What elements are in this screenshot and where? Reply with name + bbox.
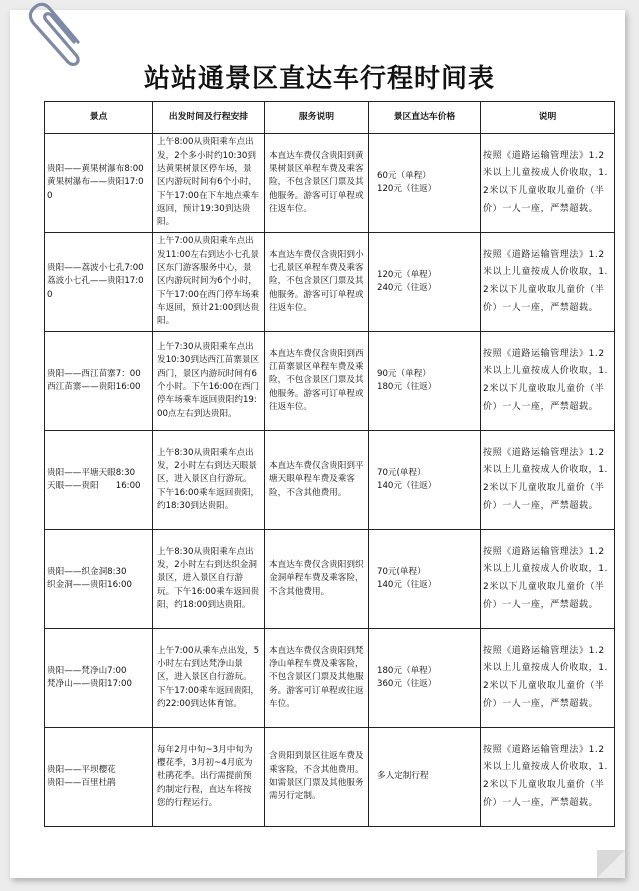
spot-return: 荔波小七孔——贵阳17:00 — [47, 276, 144, 300]
header-service: 服务说明 — [265, 102, 369, 134]
price-single: 60元（单程） — [377, 170, 431, 181]
table-row — [45, 233, 615, 332]
service-cell: 本直达车费仅含贵阳到织金洞单程车费及乘客险，不含其他费用。 — [269, 560, 364, 597]
spot-outbound: 贵阳——西江苗寨7：00 — [47, 368, 141, 379]
price-return: 120元（往返） — [377, 184, 437, 194]
header-note: 说明 — [481, 102, 615, 134]
price-single: 70元(单程） — [377, 467, 426, 478]
spot-outbound: 贵阳——织金洞8:30 — [47, 566, 127, 577]
price-cell — [369, 366, 480, 397]
spot-cell — [45, 260, 152, 304]
spot-cell — [45, 762, 152, 793]
spot-outbound: 贵阳——梵净山7:00 — [47, 665, 127, 676]
service-cell: 含贵阳到景区往返车费及乘客险，不含其他费用。如需景区门票及其他服务需另行定制。 — [269, 751, 364, 802]
price-single: 90元（单程） — [377, 368, 431, 379]
spot-return: 黄果树瀑布——贵阳17:00 — [47, 177, 144, 201]
header-price: 景区直达车价格 — [369, 102, 481, 134]
spot-cell — [45, 564, 152, 595]
schedule-cell: 上午8:00从贵阳乘车点出发，2个多小时约10:30到达黄果树景区停车场，景区内游玩时间有6个小时，下午17:00在下车地点乘车返回，预计19:30到达贵阳。 — [157, 137, 260, 228]
schedule-cell: 每年2月中旬~3月中旬为樱花季，3月初~4月底为杜鹃花季。出行需提前预约制定行程，直达车将按您的行程运行。 — [157, 744, 253, 808]
price-cell — [369, 267, 480, 298]
table-row — [45, 134, 615, 233]
schedule-cell: 上午7:00从乘车点出发，5小时左右到达梵净山景区，进入景区自行游玩。下午17:00乘车返回贵阳，约22:00到达体育馆。 — [157, 645, 260, 709]
spot-cell — [45, 161, 152, 205]
note-cell: 按照《道路运输管理法》1.2米以上儿童按成人价收取，1.2米以下儿童收取儿童价（半价）一人一座，严禁超载。 — [483, 348, 608, 412]
service-cell: 本直达车费仅含贵阳到黄果树景区单程车费及乘客险，不包含景区门票及其他服务。游客可订单程或往返车位。 — [269, 150, 364, 214]
table-row — [45, 530, 615, 629]
spot-return: 梵净山——贵阳17:00 — [47, 679, 132, 689]
price-return: 240元（往返） — [377, 283, 437, 293]
spot-sakura: 贵阳——平坝樱花 — [47, 764, 116, 775]
price-cell — [369, 663, 480, 694]
price-cell — [369, 465, 480, 496]
spot-outbound: 贵阳——黄果树瀑布8:00 — [47, 164, 144, 175]
service-cell: 本直达车费仅含贵阳到梵净山单程车费及乘客险，不包含景区门票及其他服务。游客可订单程或往返车位。 — [269, 645, 364, 709]
schedule-table — [44, 101, 615, 827]
price-cell — [369, 564, 480, 595]
note-cell: 按照《道路运输管理法》1.2米以上儿童按成人价收取，1.2米以下儿童收取儿童价（半价）一人一座，严禁超载。 — [483, 150, 608, 214]
price-single: 70元(单程） — [377, 566, 426, 577]
price-single: 180元（单程） — [377, 665, 437, 676]
service-cell: 本直达车费仅含贵阳到小七孔景区单程车费及乘客险，不包含景区门票及其他服务。游客可订单程或往返车位。 — [269, 249, 364, 313]
spot-return: 西江苗寨——贵阳16:00 — [47, 382, 141, 392]
table-row — [45, 728, 615, 827]
spot-cell — [45, 465, 152, 496]
service-cell: 本直达车费仅含贵阳到平塘天眼单程车费及乘客险，不含其他费用。 — [269, 461, 364, 498]
table-row — [45, 629, 615, 728]
spot-cell — [45, 663, 152, 694]
spot-azalea: 贵阳——百里杜鹃 — [47, 778, 116, 788]
schedule-cell: 上午8:30从贵阳乘车点出发，2小时左右到达织金洞景区，进入景区自行游玩。下午16:00乘车返回贵阳，约18:00到达贵阳。 — [157, 546, 260, 610]
service-cell: 本直达车费仅含贵阳到西江苗寨景区单程车费及乘险，不包含景区门票及其他服务。游客可订单程或往返车位。 — [269, 348, 364, 412]
note-cell: 按照《道路运输管理法》1.2米以上儿童按成人价收取，1.2米以下儿童收取儿童价（半价）一人一座，严禁超载。 — [483, 744, 608, 808]
note-cell: 按照《道路运输管理法》1.2米以上儿童按成人价收取，1.2米以下儿童收取儿童价（半价）一人一座，严禁超载。 — [483, 447, 608, 511]
price-cell — [369, 768, 480, 785]
price-return: 140元（往返） — [377, 580, 437, 590]
schedule-cell: 上午8:30从贵阳乘车点出发，2小时左右到达天眼景区，进入景区自行游玩。下午16:00乘车返回贵阳，约18:30到达贵阳。 — [157, 447, 260, 511]
page-title: 站站通景区直达车行程时间表 — [143, 64, 495, 94]
price-custom: 多人定制行程 — [377, 771, 429, 782]
schedule-cell: 上午7:00从贵阳乘车点出发11:00左右到达小七孔景区东门游客服务中心，景区内游玩时间为6个小时，下午17:00在西门停车场乘车返回，预计21:00到达贵阳。 — [157, 236, 260, 327]
note-cell: 按照《道路运输管理法》1.2米以上儿童按成人价收取，1.2米以下儿童收取儿童价（半价）一人一座，严禁超载。 — [483, 645, 608, 709]
table-row — [45, 431, 615, 530]
price-return: 180元（往返） — [377, 382, 437, 392]
schedule-cell: 上午7:30从贵阳乘车点出发10:30到达西江苗寨景区西门，景区内游玩时间有6个小时。下午16:00在西门停车场乘车返回贵阳约19:00点左右到达贵阳。 — [157, 342, 260, 419]
table-header-row — [45, 102, 615, 134]
spot-outbound: 贵阳——荔波小七孔7:00 — [47, 263, 144, 274]
table-row — [45, 332, 615, 431]
spot-return: 织金洞——贵阳16:00 — [47, 580, 132, 590]
price-cell — [369, 168, 480, 199]
header-spot: 景点 — [45, 102, 153, 134]
note-cell: 按照《道路运输管理法》1.2米以上儿童按成人价收取，1.2米以下儿童收取儿童价（半价）一人一座，严禁超载。 — [483, 249, 608, 313]
price-return: 360元（往返） — [377, 679, 437, 689]
spot-cell — [45, 366, 152, 397]
header-schedule: 出发时间及行程安排 — [153, 102, 265, 134]
note-cell: 按照《道路运输管理法》1.2米以上儿童按成人价收取，1.2米以下儿童收取儿童价（半价）一人一座，严禁超载。 — [483, 546, 608, 610]
spot-outbound: 贵阳——平塘天眼8:30 — [47, 467, 136, 478]
page-curl — [597, 850, 625, 878]
spot-return: 天眼——贵阳 16:00 — [47, 481, 141, 491]
price-return: 140元（往返） — [377, 481, 437, 491]
price-single: 120元（单程） — [377, 269, 437, 280]
